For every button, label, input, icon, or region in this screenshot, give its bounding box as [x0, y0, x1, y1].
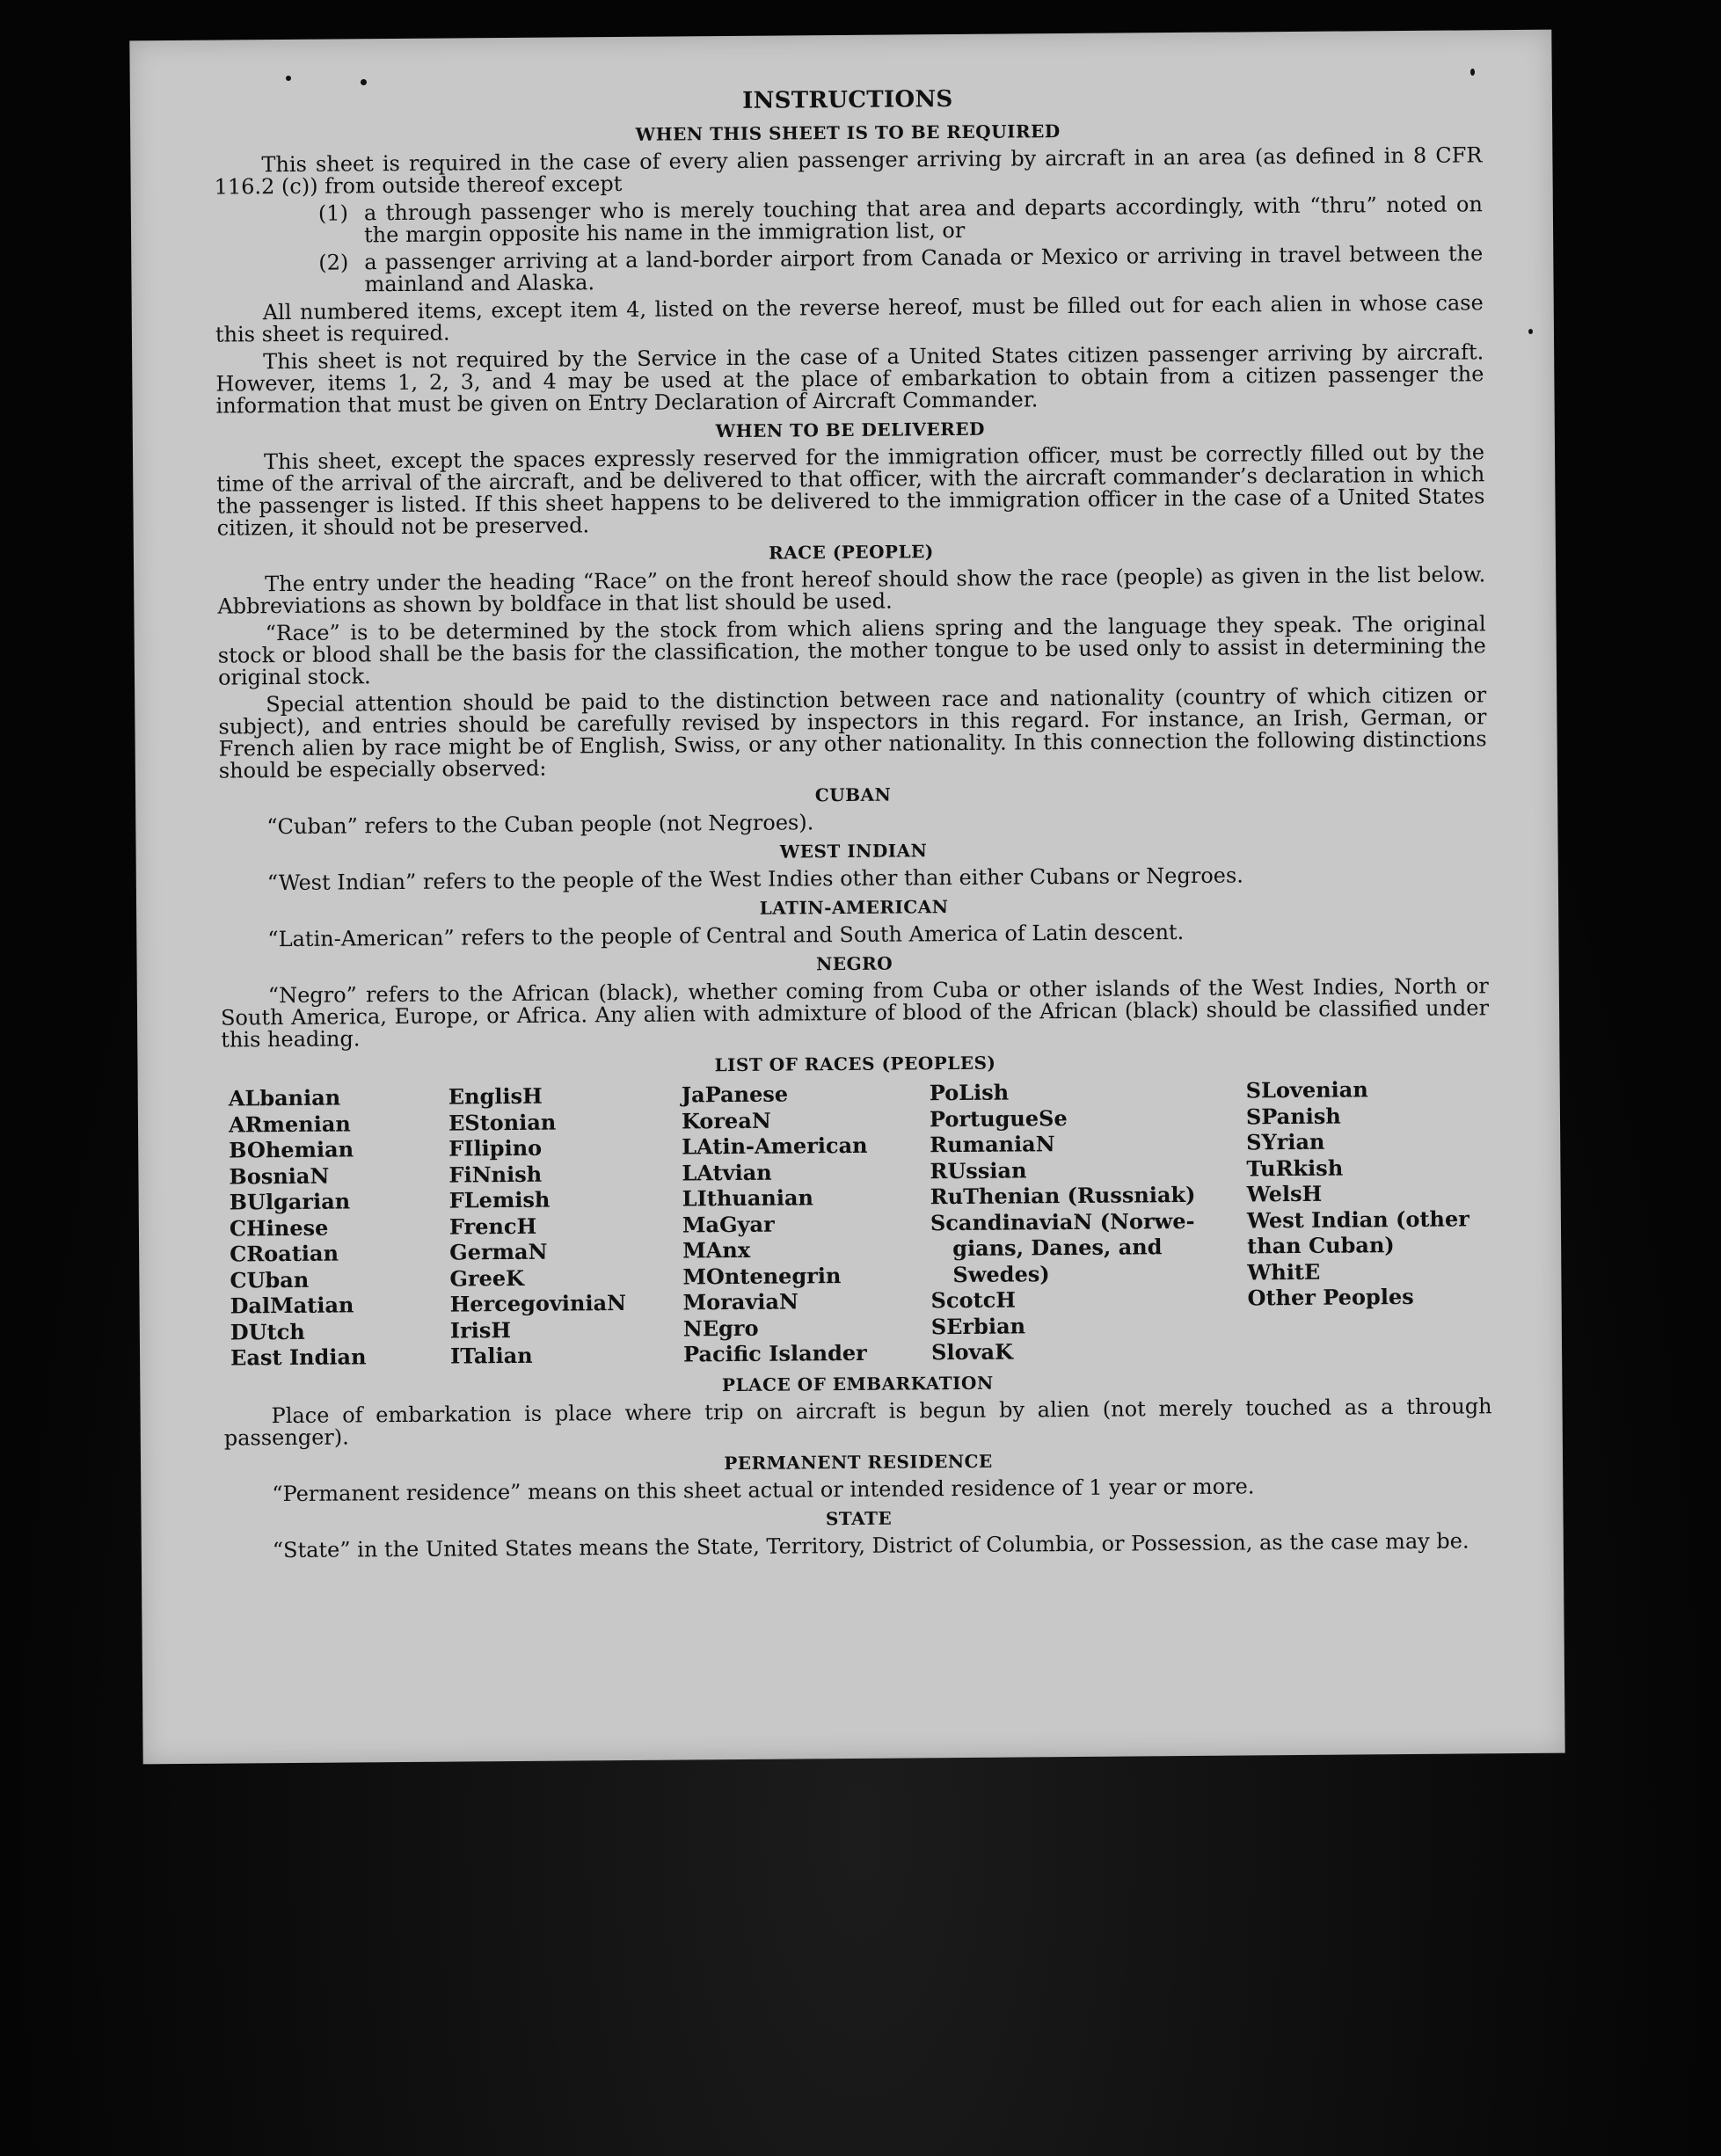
race-entry: BUlgarian	[229, 1188, 351, 1215]
race-entry: MoraviaN	[682, 1288, 799, 1315]
race-entry: West Indian (other	[1246, 1205, 1469, 1233]
race-entry: East Indian	[230, 1344, 367, 1371]
scan-speck	[1528, 329, 1533, 334]
race-entry: GreeK	[449, 1264, 525, 1292]
race-entry: gians, Danes, and	[930, 1234, 1163, 1262]
race-column	[448, 1082, 684, 1369]
race-entry: MOntenegrin	[682, 1262, 842, 1289]
race-entry: SYrian	[1246, 1128, 1325, 1155]
race-entry: SLovenian	[1245, 1076, 1368, 1103]
heading-state: STATE	[825, 1507, 893, 1529]
race-entry: SErbian	[930, 1312, 1026, 1339]
race-entry: SPanish	[1245, 1103, 1341, 1129]
latin-american-text: “Latin-American” refers to the people of Central and South America of Latin descent.	[267, 919, 1185, 952]
race-entry: LAtvian	[682, 1159, 772, 1185]
race-column	[1246, 1075, 1477, 1363]
instruction-sheet	[129, 30, 1564, 1765]
race-entry: WhitE	[1247, 1258, 1321, 1285]
race-entry: SlovaK	[930, 1338, 1013, 1366]
race-entry: Pacific Islander	[682, 1339, 867, 1367]
race-entry: HercegoviniaN	[449, 1289, 627, 1317]
race-entry: Other Peoples	[1247, 1283, 1414, 1311]
heading-required: WHEN THIS SHEET IS TO BE REQUIRED	[635, 120, 1061, 145]
exception-text: a passenger arriving at a land-border airport from Canada or Mexico or arriving in travel between the mainland and Alaska.	[364, 241, 1484, 297]
heading-latin-american: LATIN-AMERICAN	[759, 896, 949, 919]
race-entry: than Cuban)	[1247, 1232, 1395, 1259]
race-entry: DUtch	[230, 1318, 305, 1345]
race-entry: EnglisH	[448, 1082, 543, 1110]
race-entry: FLemish	[448, 1186, 551, 1213]
west-indian-text: “West Indian” refers to the people of the West Indies other than either Cubans or Negroes.	[266, 863, 1243, 896]
race-entry: DalMatian	[230, 1292, 354, 1319]
race-entry: PoLish	[929, 1079, 1010, 1106]
race-entry: JaPanese	[681, 1081, 789, 1108]
race-entry: RUssian	[930, 1156, 1027, 1184]
race-entry: BosniaN	[229, 1162, 330, 1190]
exception-item-2	[318, 243, 1483, 295]
race-entry: MaGyar	[682, 1211, 775, 1237]
race-entry: RumaniaN	[930, 1131, 1055, 1158]
race-entry: FrencH	[448, 1213, 537, 1240]
race-entry: LAtin-American	[682, 1132, 868, 1160]
race-entry: FiNnish	[448, 1161, 543, 1188]
race-entry: IrisH	[449, 1316, 512, 1344]
race-entry: CUban	[230, 1266, 310, 1293]
required-intro: This sheet is required in the case of every alien passenger arriving by aircraft in an area (as defined in 8 CFR 116.2 (c)) from outside thereof except	[214, 142, 1483, 200]
race-entry: ScandinaviaN (Norwe-	[930, 1207, 1195, 1235]
race-entry: PortugueSe	[929, 1104, 1068, 1132]
race-entry: RuThenian (Russniak)	[930, 1181, 1196, 1210]
heading-race: RACE (PEOPLE)	[768, 541, 934, 564]
race-column	[229, 1084, 451, 1371]
heading-cuban: CUBAN	[814, 783, 892, 806]
race-entry: EStonian	[448, 1109, 557, 1136]
required-para-2: All numbered items, except item 4, listed on the reverse hereof, must be filled out for each alien in whose case this sheet is required.	[215, 290, 1484, 347]
exception-item-1	[318, 193, 1483, 246]
race-entry: CRoatian	[230, 1240, 339, 1267]
race-entry: FIlipino	[448, 1134, 543, 1162]
scan-speck	[1470, 69, 1475, 76]
scan-speck	[361, 79, 367, 85]
heading-west-indian: WEST INDIAN	[779, 840, 928, 863]
race-entry: ALbanian	[228, 1084, 341, 1111]
race-list	[229, 1075, 1492, 1371]
heading-residence: PERMANENT RESIDENCE	[724, 1450, 993, 1474]
race-entry: TuRkish	[1246, 1154, 1344, 1181]
race-entry: BOhemian	[229, 1136, 354, 1163]
race-para-2: “Race” is to be determined by the stock from which aliens spring and the language they speak. The original stock or blood shall be the basis for the classification, the mother tongue to be used only to assist in determining the original stock.	[217, 611, 1486, 690]
cuban-text: “Cuban” refers to the Cuban people (not Negroes).	[266, 810, 814, 840]
race-para-1: The entry under the heading “Race” on the front hereof should show the race (people) as given in the list below. Abbreviations as shown by boldface in that list should be used.	[217, 562, 1486, 619]
exception-text: a through passenger who is merely touching that area and departs accordingly, with “thru” noted on the margin opposite his name in the immigration list, or	[363, 192, 1483, 248]
race-entry: ARmenian	[228, 1110, 351, 1138]
race-entry: MAnx	[682, 1236, 751, 1264]
heading-embarkation: PLACE OF EMBARKATION	[721, 1372, 994, 1395]
delivered-text: This sheet, except the spaces expressly reserved for the immigration officer, must be correctly filled out by the time of the arrival of the aircraft, and be delivered to that officer, with the aircraft commander’s declaration in which the passenger is listed. If this sheet happens to be delivered to the immigration officer in the case of a United States citizen, it should not be preserved.	[216, 440, 1485, 541]
race-para-3: Special attention should be paid to the distinction between race and nationality (country of which citizen or subject), and entries should be carefully revised by inspectors in this regard. For instance, an Irish, German, or French alien by race might be of English, Swiss, or any other nationality. In this connection the following distinctions should be especially observed:	[218, 682, 1487, 783]
race-entry: WelsH	[1246, 1180, 1323, 1207]
state-text: “State” in the United States means the State, Territory, District of Columbia, or Possession, as the case may be.	[272, 1527, 1469, 1562]
race-entry: ITalian	[449, 1342, 533, 1369]
race-entry: LIthuanian	[682, 1184, 814, 1212]
race-entry: CHinese	[229, 1214, 329, 1242]
embarkation-text: Place of embarkation is place where trip on aircraft is begun by alien (not merely touched as a through passenger).	[223, 1393, 1492, 1451]
race-column	[682, 1080, 932, 1367]
residence-text: “Permanent residence” means on this sheet actual or intended residence of 1 year or more.	[272, 1473, 1255, 1506]
race-entry: ScotcH	[930, 1286, 1017, 1314]
negro-text: “Negro” refers to the African (black), whether coming from Cuba or other islands of the West Indies, North or South America, Europe, or Africa. Any alien with admixture of blood of the African (black) should be classified under this heading.	[220, 973, 1490, 1053]
heading-delivered: WHEN TO BE DELIVERED	[715, 418, 986, 442]
required-para-3: This sheet is not required by the Service in the case of a United States citizen passenger arriving by aircraft. However, items 1, 2, 3, and 4 may be used at the place of embarkation to obtain from a citizen passenger the information that must be given on Entry Declaration of Aircraft Commander.	[215, 339, 1484, 419]
race-entry: Swedes)	[930, 1260, 1050, 1287]
race-entry: KoreaN	[681, 1107, 771, 1133]
race-column	[930, 1077, 1249, 1365]
scan-speck	[286, 76, 291, 81]
exception-number: (1)	[317, 200, 348, 226]
race-entry: NEgro	[682, 1315, 759, 1341]
exception-number: (2)	[318, 250, 349, 275]
race-entry: GermaN	[449, 1238, 548, 1265]
heading-negro: NEGRO	[815, 952, 893, 975]
page-title: INSTRUCTIONS	[742, 86, 953, 114]
heading-list-of-races: LIST OF RACES (PEOPLES)	[714, 1052, 996, 1076]
